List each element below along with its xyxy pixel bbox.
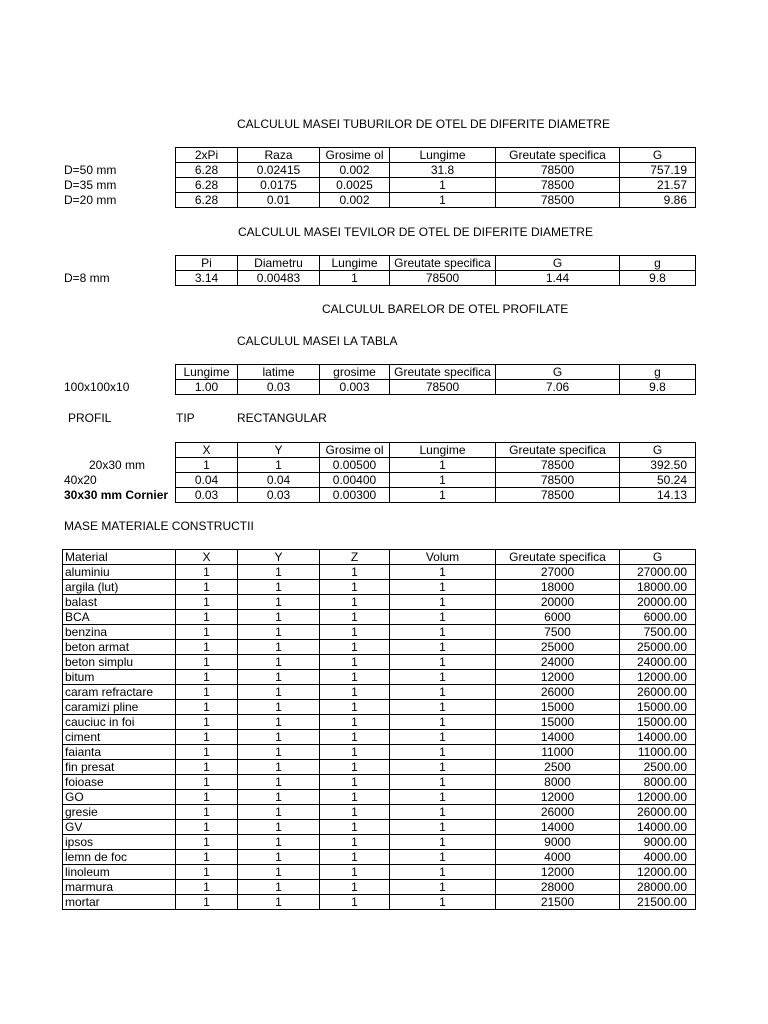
material-name-cell: balast (63, 595, 176, 610)
table-row (63, 760, 696, 775)
table-row (176, 163, 696, 178)
tubes-table (175, 147, 696, 208)
table-cell: 78500 (496, 458, 620, 473)
table-cell: 1 (176, 610, 238, 625)
table-cell: 1 (176, 790, 238, 805)
table-cell: 1 (176, 685, 238, 700)
table-cell: 1 (390, 655, 496, 670)
material-name-cell: faianta (63, 745, 176, 760)
table-cell: 1 (238, 760, 320, 775)
column-header: G (496, 256, 620, 271)
column-header: G (620, 443, 696, 458)
table-cell: 1 (320, 595, 390, 610)
table-cell: 1 (390, 625, 496, 640)
table-cell: 757.19 (620, 163, 696, 178)
table-cell: 1 (390, 760, 496, 775)
table-cell: 1 (320, 760, 390, 775)
table-cell: 1 (176, 760, 238, 775)
table-cell: 1 (238, 745, 320, 760)
table-cell: 1 (320, 835, 390, 850)
table-cell: 1 (390, 880, 496, 895)
table-cell: 2500.00 (620, 760, 696, 775)
sheet-table (175, 364, 696, 395)
column-header: Greutate specifica (496, 443, 620, 458)
table-cell: 6000.00 (620, 610, 696, 625)
table-cell: 1 (390, 565, 496, 580)
table-cell: 1 (238, 458, 320, 473)
table-cell: 1 (176, 745, 238, 760)
table-cell: 12000.00 (620, 670, 696, 685)
column-header: Grosime ol (320, 148, 390, 163)
pipes-row-label: D=8 mm (64, 271, 110, 285)
table-cell: 1 (176, 670, 238, 685)
table-cell: 1 (320, 670, 390, 685)
column-header: Grosime ol (320, 443, 390, 458)
table-cell: 1 (238, 685, 320, 700)
table-cell: 1 (390, 580, 496, 595)
table-cell: 9.86 (620, 193, 696, 208)
table-cell: 0.03 (238, 488, 320, 503)
table-cell: 14000.00 (620, 730, 696, 745)
table-cell: 1 (176, 580, 238, 595)
table-header-row (63, 550, 696, 565)
table-cell: 1 (176, 640, 238, 655)
table-row (63, 880, 696, 895)
table-cell: 1 (390, 865, 496, 880)
table-cell: 18000.00 (620, 580, 696, 595)
column-header: Pi (176, 256, 238, 271)
table-cell: 8000.00 (620, 775, 696, 790)
table-row (63, 820, 696, 835)
table-header-row (176, 148, 696, 163)
table-cell: 1 (320, 775, 390, 790)
table-cell: 7.06 (496, 380, 620, 395)
table-cell: 1 (320, 655, 390, 670)
material-name-cell: ipsos (63, 835, 176, 850)
table-cell: 1 (390, 610, 496, 625)
table-cell: 0.02415 (238, 163, 320, 178)
table-cell: 3.14 (176, 271, 238, 286)
table-cell: 11000.00 (620, 745, 696, 760)
table-cell: 1 (390, 193, 496, 208)
column-header: latime (238, 365, 320, 380)
table-row (63, 790, 696, 805)
material-name-cell: aluminiu (63, 565, 176, 580)
table-row (176, 380, 696, 395)
table-cell: 1 (238, 820, 320, 835)
table-row (63, 805, 696, 820)
table-cell: 15000 (496, 715, 620, 730)
sheet-title: CALCULUL MASEI LA TABLA (237, 334, 398, 348)
table-cell: 25000 (496, 640, 620, 655)
column-header: Diametru (238, 256, 320, 271)
table-cell: 1 (320, 625, 390, 640)
table-cell: 12000 (496, 865, 620, 880)
column-header: Material (63, 550, 176, 565)
table-cell: 1 (176, 880, 238, 895)
table-cell: 1 (238, 865, 320, 880)
table-cell: 1 (238, 790, 320, 805)
profile-type-label: TIP (176, 411, 195, 425)
table-cell: 1 (238, 775, 320, 790)
table-row (63, 835, 696, 850)
table-cell: 20000.00 (620, 595, 696, 610)
table-cell: 6000 (496, 610, 620, 625)
table-cell: 78500 (496, 163, 620, 178)
column-header: G (620, 148, 696, 163)
table-cell: 1 (320, 715, 390, 730)
table-header-row (176, 443, 696, 458)
table-cell: 50.24 (620, 473, 696, 488)
column-header: Lungime (320, 256, 390, 271)
table-cell: 1 (390, 670, 496, 685)
table-cell: 0.0175 (238, 178, 320, 193)
table-cell: 1 (176, 655, 238, 670)
table-cell: 1 (390, 473, 496, 488)
profile-row-label: 20x30 mm (89, 458, 146, 472)
column-header: grosime (320, 365, 390, 380)
column-header: g (620, 365, 696, 380)
table-row (176, 271, 696, 286)
table-cell: 1 (390, 835, 496, 850)
column-header: Y (238, 550, 320, 565)
table-row (63, 850, 696, 865)
material-name-cell: fin presat (63, 760, 176, 775)
table-cell: 1 (390, 685, 496, 700)
table-cell: 1 (320, 580, 390, 595)
table-cell: 1 (320, 865, 390, 880)
material-name-cell: linoleum (63, 865, 176, 880)
table-cell: 8000 (496, 775, 620, 790)
table-header-row (176, 256, 696, 271)
table-cell: 1 (390, 178, 496, 193)
table-cell: 27000 (496, 565, 620, 580)
table-cell: 1 (390, 790, 496, 805)
column-header: Volum (390, 550, 496, 565)
material-name-cell: BCA (63, 610, 176, 625)
table-cell: 78500 (390, 271, 496, 286)
table-cell: 9.8 (620, 271, 696, 286)
table-cell: 0.04 (176, 473, 238, 488)
material-name-cell: gresie (63, 805, 176, 820)
table-cell: 1 (320, 640, 390, 655)
column-header: g (620, 256, 696, 271)
table-cell: 1 (320, 790, 390, 805)
table-cell: 1 (238, 655, 320, 670)
table-cell: 1 (390, 715, 496, 730)
table-cell: 28000.00 (620, 880, 696, 895)
table-cell: 12000.00 (620, 790, 696, 805)
table-row (176, 178, 696, 193)
table-cell: 1 (390, 775, 496, 790)
table-cell: 1 (390, 730, 496, 745)
table-cell: 1 (320, 685, 390, 700)
table-cell: 21500.00 (620, 895, 696, 910)
table-cell: 1 (238, 880, 320, 895)
column-header: Lungime (176, 365, 238, 380)
table-cell: 4000.00 (620, 850, 696, 865)
bars-title: CALCULUL BARELOR DE OTEL PROFILATE (322, 302, 569, 316)
table-cell: 7500 (496, 625, 620, 640)
table-cell: 1 (176, 835, 238, 850)
table-cell: 26000 (496, 805, 620, 820)
table-cell: 1 (390, 745, 496, 760)
table-cell: 0.00400 (320, 473, 390, 488)
column-header: Lungime (390, 148, 496, 163)
table-row (176, 193, 696, 208)
table-cell: 1 (176, 595, 238, 610)
table-cell: 28000 (496, 880, 620, 895)
table-cell: 0.01 (238, 193, 320, 208)
table-cell: 20000 (496, 595, 620, 610)
table-cell: 1 (320, 805, 390, 820)
table-cell: 0.04 (238, 473, 320, 488)
material-name-cell: benzina (63, 625, 176, 640)
table-cell: 9000.00 (620, 835, 696, 850)
table-cell: 1 (238, 700, 320, 715)
table-cell: 1 (390, 820, 496, 835)
table-cell: 0.002 (320, 163, 390, 178)
material-name-cell: ciment (63, 730, 176, 745)
table-cell: 1.00 (176, 380, 238, 395)
table-cell: 0.002 (320, 193, 390, 208)
column-header: Z (320, 550, 390, 565)
table-cell: 1 (390, 640, 496, 655)
table-cell: 1 (320, 745, 390, 760)
pipes-title: CALCULUL MASEI TEVILOR DE OTEL DE DIFERITE DIAMETRE (238, 225, 593, 239)
column-header: G (496, 365, 620, 380)
table-cell: 1 (238, 835, 320, 850)
table-row (63, 700, 696, 715)
table-cell: 1 (320, 565, 390, 580)
table-cell: 1 (320, 271, 390, 286)
profile-label: PROFIL (68, 411, 112, 425)
table-row (63, 580, 696, 595)
tubes-row-label: D=50 mm (64, 163, 117, 177)
table-cell: 0.03 (238, 380, 320, 395)
table-cell: 1 (320, 820, 390, 835)
table-cell: 31.8 (390, 163, 496, 178)
table-cell: 24000.00 (620, 655, 696, 670)
tubes-row-label: D=35 mm (64, 178, 117, 192)
table-cell: 1 (390, 595, 496, 610)
table-cell: 1 (176, 458, 238, 473)
material-name-cell: bitum (63, 670, 176, 685)
table-row (63, 565, 696, 580)
column-header: Y (238, 443, 320, 458)
table-cell: 9000 (496, 835, 620, 850)
tubes-row-label: D=20 mm (64, 193, 117, 207)
table-cell: 78500 (496, 193, 620, 208)
table-row (63, 685, 696, 700)
table-header-row (176, 365, 696, 380)
profile-row-label: 30x30 mm Cornier (64, 488, 169, 502)
column-header: Greutate specifica (496, 148, 620, 163)
column-header: Lungime (390, 443, 496, 458)
material-name-cell: foioase (63, 775, 176, 790)
table-cell: 1 (176, 805, 238, 820)
table-cell: 0.00483 (238, 271, 320, 286)
column-header: G (620, 550, 696, 565)
table-row (63, 895, 696, 910)
table-cell: 25000.00 (620, 640, 696, 655)
table-cell: 15000.00 (620, 700, 696, 715)
table-row (63, 775, 696, 790)
table-cell: 2500 (496, 760, 620, 775)
table-row (176, 488, 696, 503)
sheet-row-label: 100x100x10 (64, 380, 130, 394)
table-cell: 1 (176, 715, 238, 730)
column-header: Greutate specifica (390, 256, 496, 271)
table-cell: 9.8 (620, 380, 696, 395)
table-cell: 4000 (496, 850, 620, 865)
table-cell: 1 (176, 865, 238, 880)
table-cell: 1 (238, 730, 320, 745)
table-cell: 12000 (496, 790, 620, 805)
table-cell: 1 (176, 730, 238, 745)
table-cell: 1 (390, 850, 496, 865)
materials-table (62, 549, 696, 910)
table-row (63, 730, 696, 745)
table-cell: 1 (320, 880, 390, 895)
column-header: Greutate specifica (390, 365, 496, 380)
table-cell: 1 (390, 805, 496, 820)
table-row (63, 670, 696, 685)
table-cell: 1 (390, 488, 496, 503)
table-cell: 1 (238, 850, 320, 865)
table-cell: 12000.00 (620, 865, 696, 880)
table-cell: 1 (176, 895, 238, 910)
table-cell: 1 (238, 625, 320, 640)
table-cell: 78500 (496, 488, 620, 503)
profile-type-value: RECTANGULAR (237, 411, 327, 425)
table-cell: 1 (390, 895, 496, 910)
table-cell: 15000 (496, 700, 620, 715)
table-cell: 1 (390, 700, 496, 715)
table-cell: 21500 (496, 895, 620, 910)
pipes-table (175, 255, 696, 286)
column-header: Greutate specifica (496, 550, 620, 565)
table-cell: 6.28 (176, 163, 238, 178)
profile-table (175, 442, 696, 503)
column-header: 2xPi (176, 148, 238, 163)
table-cell: 6.28 (176, 193, 238, 208)
table-cell: 78500 (390, 380, 496, 395)
table-cell: 1 (320, 895, 390, 910)
table-cell: 24000 (496, 655, 620, 670)
table-cell: 14000 (496, 820, 620, 835)
table-cell: 14000 (496, 730, 620, 745)
table-row (63, 625, 696, 640)
material-name-cell: caram refractare (63, 685, 176, 700)
table-cell: 0.003 (320, 380, 390, 395)
table-cell: 1 (320, 700, 390, 715)
table-cell: 11000 (496, 745, 620, 760)
table-cell: 392.50 (620, 458, 696, 473)
table-cell: 1 (238, 715, 320, 730)
materials-title: MASE MATERIALE CONSTRUCTII (64, 519, 254, 533)
table-row (176, 473, 696, 488)
table-cell: 7500.00 (620, 625, 696, 640)
material-name-cell: cauciuc in foi (63, 715, 176, 730)
table-cell: 0.00500 (320, 458, 390, 473)
table-cell: 1 (176, 625, 238, 640)
table-cell: 1 (176, 565, 238, 580)
table-row (63, 640, 696, 655)
table-cell: 1 (176, 850, 238, 865)
table-cell: 1 (238, 595, 320, 610)
table-row (63, 745, 696, 760)
material-name-cell: beton simplu (63, 655, 176, 670)
material-name-cell: beton armat (63, 640, 176, 655)
table-cell: 78500 (496, 473, 620, 488)
table-cell: 14.13 (620, 488, 696, 503)
table-cell: 18000 (496, 580, 620, 595)
table-cell: 1 (320, 730, 390, 745)
table-cell: 1 (238, 805, 320, 820)
table-cell: 1 (320, 850, 390, 865)
table-cell: 14000.00 (620, 820, 696, 835)
materials-body (63, 565, 696, 910)
table-cell: 15000.00 (620, 715, 696, 730)
table-cell: 1 (176, 775, 238, 790)
table-cell: 26000.00 (620, 685, 696, 700)
column-header: X (176, 550, 238, 565)
table-cell: 1 (238, 895, 320, 910)
material-name-cell: caramizi pline (63, 700, 176, 715)
table-cell: 12000 (496, 670, 620, 685)
table-cell: 1 (238, 610, 320, 625)
table-cell: 1 (390, 458, 496, 473)
material-name-cell: lemn de foc (63, 850, 176, 865)
column-header: X (176, 443, 238, 458)
table-cell: 1 (320, 610, 390, 625)
table-cell: 1 (176, 700, 238, 715)
profile-row-label: 40x20 (64, 473, 97, 487)
table-row (63, 595, 696, 610)
table-cell: 0.03 (176, 488, 238, 503)
material-name-cell: mortar (63, 895, 176, 910)
table-cell: 6.28 (176, 178, 238, 193)
table-cell: 26000.00 (620, 805, 696, 820)
table-row (63, 865, 696, 880)
table-cell: 1.44 (496, 271, 620, 286)
table-row (63, 715, 696, 730)
table-cell: 78500 (496, 178, 620, 193)
table-cell: 21.57 (620, 178, 696, 193)
table-cell: 1 (238, 640, 320, 655)
column-header: Raza (238, 148, 320, 163)
table-row (63, 655, 696, 670)
table-cell: 27000.00 (620, 565, 696, 580)
table-row (63, 610, 696, 625)
material-name-cell: marmura (63, 880, 176, 895)
table-row (176, 458, 696, 473)
table-cell: 1 (238, 565, 320, 580)
tubes-title: CALCULUL MASEI TUBURILOR DE OTEL DE DIFERITE DIAMETRE (237, 117, 610, 131)
table-cell: 0.00300 (320, 488, 390, 503)
table-cell: 1 (238, 580, 320, 595)
table-cell: 26000 (496, 685, 620, 700)
table-cell: 0.0025 (320, 178, 390, 193)
table-cell: 1 (176, 820, 238, 835)
table-cell: 1 (238, 670, 320, 685)
material-name-cell: argila (lut) (63, 580, 176, 595)
material-name-cell: GO (63, 790, 176, 805)
material-name-cell: GV (63, 820, 176, 835)
